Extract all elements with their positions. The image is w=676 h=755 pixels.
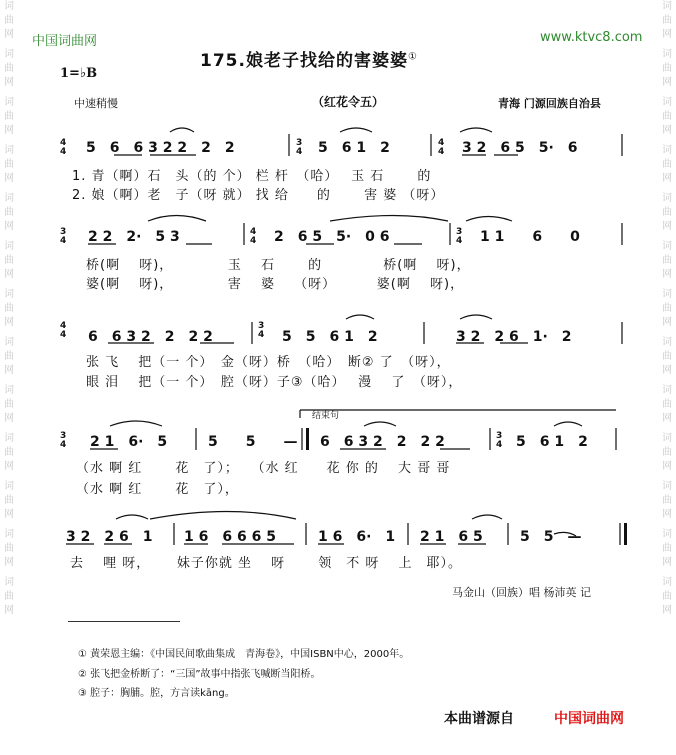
right-watermark-strip: 词曲网 词曲网 词曲网 词曲网 词曲网 词曲网 词曲网 词曲网 词曲网 词曲网 词曲网 词曲网 词曲网 bbox=[662, 1, 672, 616]
lyric-row-3-verse-2: 眼 泪 把（一 个） 腔（呀）子③（哈） 漫 了 （呀）， bbox=[86, 375, 463, 390]
slur bbox=[110, 421, 162, 426]
meter-3-4: 3 4 bbox=[456, 227, 463, 246]
song-title: 175.娘老子找给的害婆婆① bbox=[200, 51, 418, 71]
slur bbox=[330, 216, 448, 222]
slur bbox=[148, 216, 206, 222]
slur bbox=[150, 512, 296, 520]
slur bbox=[170, 128, 194, 132]
song-subtitle: （红花令五） bbox=[312, 95, 385, 109]
footnote-rule bbox=[68, 621, 180, 622]
lyric-row-5: 去 哩 呀， 妹子你就 坐 呀 领 不 呀 上 耶）。 bbox=[70, 556, 463, 571]
slur bbox=[460, 315, 492, 319]
slur bbox=[364, 422, 396, 426]
tempo-marking: 中速稍慢 bbox=[74, 97, 118, 110]
lyric-row-4-verse-1: （水 啊 红 花 了）； （水 红 花 你 的 大 哥 哥 bbox=[76, 461, 451, 476]
note-row-3-a: 6 6 3 2 2 2 2 bbox=[88, 329, 213, 345]
meter-3-4: 3 4 bbox=[258, 321, 265, 340]
note-row-5-a: 3 2 2 6 1 bbox=[66, 529, 153, 545]
ending-phrase-label: 结束句 bbox=[312, 411, 340, 421]
lyric-row-1-verse-2: 2. 娘（啊）老 子（呀 就） 找 给 的 害 婆 （呀） bbox=[72, 188, 445, 203]
meter-3-4: 3 4 bbox=[296, 138, 303, 157]
title-footnote-mark: ① bbox=[407, 51, 418, 63]
meter-4-4: 4 4 bbox=[60, 138, 67, 157]
meter-4-4: 4 4 bbox=[250, 227, 257, 246]
footnote-3: ③ 腔子：胸脯。腔，方言读kāng。 bbox=[78, 688, 235, 699]
slur bbox=[346, 315, 374, 319]
meter-4-4: 4 4 bbox=[438, 138, 445, 157]
note-row-2-b: 2 6 5 5· 0 6 bbox=[274, 229, 390, 245]
note-row-2-a: 2 2 2· 5 3 bbox=[88, 229, 180, 245]
slur bbox=[116, 515, 148, 519]
left-watermark-strip: 词曲网 词曲网 词曲网 词曲网 词曲网 词曲网 词曲网 词曲网 词曲网 词曲网 词曲网 词曲网 词曲网 bbox=[4, 1, 14, 616]
footnote-2: ② 张飞把金桥断了：“三国”故事中指张飞喊断当阳桥。 bbox=[78, 669, 321, 680]
lyric-row-1-verse-1: 1. 青（啊）石 头（的 个） 栏 杆 （哈） 玉 石 的 bbox=[72, 169, 432, 184]
performer-credit: 马金山（回族）唱 杨沛英 记 bbox=[452, 586, 591, 599]
note-row-5-d: 2 1 6 5 bbox=[420, 529, 483, 545]
section-double-barline bbox=[306, 428, 309, 450]
site-url-right[interactable]: www.ktvc8.com bbox=[540, 30, 643, 45]
note-row-5-e: 5 5 — bbox=[520, 529, 582, 545]
note-row-4-a: 2 1 6· 5 bbox=[90, 434, 168, 450]
source-label: 本曲谱源自 bbox=[444, 711, 514, 727]
slur bbox=[554, 422, 582, 426]
slur bbox=[466, 217, 512, 222]
slur bbox=[340, 128, 372, 132]
source-site-link[interactable]: 中国词曲网 bbox=[554, 711, 624, 727]
lyric-row-2-verse-1: 桥(啊 呀)， 玉 石 的 桥(啊 呀)， bbox=[86, 258, 471, 273]
note-row-5-b: 1 6 6 6 6 5 bbox=[184, 529, 276, 545]
meter-3-4: 3 4 bbox=[496, 431, 503, 450]
note-row-3-b: 5 5 6 1 2 bbox=[282, 329, 378, 345]
lyric-row-3-verse-1: 张 飞 把（一 个） 金（呀）桥 （哈） 断② 了 （呀）， bbox=[86, 355, 451, 370]
meter-3-4: 3 4 bbox=[60, 431, 67, 450]
note-row-1-a: 5 6 6 3 2 2 2 2 bbox=[86, 140, 235, 156]
slur bbox=[460, 128, 492, 132]
footnote-1: ① 黄荣恩主编：《中国民间歌曲集成 青海卷》，中国ISBN中心，2000年。 bbox=[78, 649, 410, 660]
region-label: 青海 门源回族自治县 bbox=[498, 97, 601, 110]
lyric-row-4-verse-2: （水 啊 红 花 了）， bbox=[76, 482, 239, 497]
lyric-row-2-verse-2: 婆(啊 呀)， 害 婆 （呀） 婆(啊 呀)， bbox=[86, 277, 465, 292]
meter-4-4: 4 4 bbox=[60, 321, 67, 340]
note-row-2-c: 1 1 6 0 bbox=[480, 229, 580, 245]
tie-arrow bbox=[554, 532, 576, 536]
note-row-4-b: 5 5 — bbox=[208, 434, 298, 450]
note-row-1-c: 3 2 6 5 5· 6 bbox=[462, 140, 578, 156]
note-row-4-d: 5 6 1 2 bbox=[516, 434, 588, 450]
final-barline-thick bbox=[624, 523, 627, 545]
site-name-left[interactable]: 中国词曲网 bbox=[32, 34, 98, 49]
slur bbox=[472, 515, 502, 519]
meter-3-4: 3 4 bbox=[60, 227, 67, 246]
note-row-4-c: 6 6 3 2 2 2 2 bbox=[320, 434, 445, 450]
note-row-1-b: 5 6 1 2 bbox=[318, 140, 390, 156]
note-row-3-c: 3 2 2 6 1· 2 bbox=[456, 329, 572, 345]
key-signature: 1=♭B bbox=[60, 66, 98, 81]
note-row-5-c: 1 6 6· 1 bbox=[318, 529, 396, 545]
